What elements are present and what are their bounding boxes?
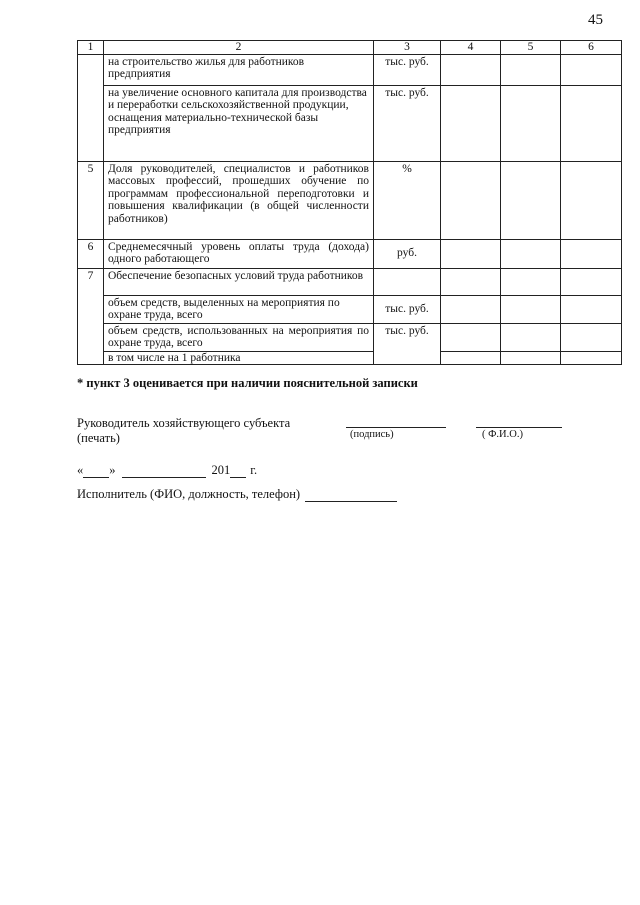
table-row xyxy=(78,351,622,365)
col-header-1: 1 xyxy=(78,41,104,55)
row-unit-5: % xyxy=(374,161,441,239)
value-cell[interactable] xyxy=(561,54,622,85)
report-table xyxy=(77,40,622,365)
value-cell[interactable] xyxy=(441,323,501,351)
row-text-7: Обеспечение безопасных условий труда работников xyxy=(104,268,374,295)
page-number: 45 xyxy=(588,12,603,28)
row-unit-7b: тыс. руб. xyxy=(374,323,441,365)
date-month-field[interactable] xyxy=(122,465,206,478)
stamp-label: (печать) xyxy=(77,431,120,445)
row-number-7: 7 xyxy=(78,268,104,365)
value-cell[interactable] xyxy=(501,161,561,239)
col-header-5: 5 xyxy=(501,41,561,55)
date-line xyxy=(77,463,257,478)
value-cell[interactable] xyxy=(501,85,561,161)
row-unit-7a: тыс. руб. xyxy=(374,295,441,323)
row-text-7a: объем средств, выделенных на мероприятия по охране труда, всего xyxy=(104,295,374,323)
table-header-row xyxy=(78,41,622,55)
footnote: * пункт 3 оценивается при наличии пояснительной записки xyxy=(77,376,418,390)
row-text-5: Доля руководителей, специалистов и работников массовых профессий, прошедших обучение по программам профессиональной переподготовки и повышения квалификации (в общей численности работников) xyxy=(104,161,374,239)
date-year-prefix: 201 xyxy=(211,463,231,477)
value-cell[interactable] xyxy=(441,54,501,85)
head-label: Руководитель хозяйствующего субъекта xyxy=(77,416,291,430)
table-row xyxy=(78,323,622,351)
value-cell[interactable] xyxy=(441,295,501,323)
value-cell[interactable] xyxy=(501,295,561,323)
table-row xyxy=(78,295,622,323)
date-year-field[interactable] xyxy=(230,465,246,478)
executor-line xyxy=(77,487,397,502)
col-header-2: 2 xyxy=(104,41,374,55)
value-cell[interactable] xyxy=(501,268,561,295)
executor-field[interactable] xyxy=(305,489,397,502)
value-cell[interactable] xyxy=(561,161,622,239)
row-text-7b: объем средств, использованных на мероприятия по охране труда, всего xyxy=(104,323,374,351)
table-row xyxy=(78,54,622,85)
table-row xyxy=(78,239,622,268)
value-cell[interactable] xyxy=(441,85,501,161)
col-header-4: 4 xyxy=(441,41,501,55)
value-cell[interactable] xyxy=(561,351,622,365)
value-cell[interactable] xyxy=(441,239,501,268)
table-row xyxy=(78,161,622,239)
value-cell[interactable] xyxy=(561,323,622,351)
value-cell[interactable] xyxy=(501,323,561,351)
row-number-cell xyxy=(78,54,104,161)
col-header-3: 3 xyxy=(374,41,441,55)
date-close-quote: » xyxy=(109,463,116,477)
value-cell[interactable] xyxy=(441,351,501,365)
row-unit-6: руб. xyxy=(374,239,441,268)
value-cell[interactable] xyxy=(561,295,622,323)
row-number-6: 6 xyxy=(78,239,104,268)
row-unit-capital: тыс. руб. xyxy=(374,85,441,161)
value-cell[interactable] xyxy=(441,268,501,295)
row-text-7c: в том числе на 1 работника xyxy=(104,351,374,365)
date-day-field[interactable] xyxy=(83,465,109,478)
table-row xyxy=(78,85,622,161)
date-open-quote: « xyxy=(77,463,84,477)
row-text-6: Среднемесячный уровень оплаты труда (дохода) одного работающего xyxy=(104,239,374,268)
value-cell[interactable] xyxy=(501,54,561,85)
value-cell[interactable] xyxy=(441,161,501,239)
col-header-6: 6 xyxy=(561,41,622,55)
row-number-5: 5 xyxy=(78,161,104,239)
value-cell[interactable] xyxy=(561,268,622,295)
row-text-capital: на увеличение основного капитала для производства и переработки сельскохозяйственной продукции, оснащения материально-технической базы предприятия xyxy=(104,85,374,161)
table-row xyxy=(78,268,622,295)
row-text-housing: на строительство жилья для работников предприятия xyxy=(104,54,374,85)
value-cell[interactable] xyxy=(501,239,561,268)
signature-field[interactable] xyxy=(346,414,446,428)
date-year-suffix: г. xyxy=(250,463,258,477)
fio-caption: ( Ф.И.О.) xyxy=(482,429,523,440)
signature-caption: (подпись) xyxy=(350,429,394,440)
value-cell[interactable] xyxy=(501,351,561,365)
value-cell[interactable] xyxy=(561,239,622,268)
row-unit-7 xyxy=(374,268,441,295)
value-cell[interactable] xyxy=(561,85,622,161)
executor-label: Исполнитель (ФИО, должность, телефон) xyxy=(77,487,301,501)
fio-field[interactable] xyxy=(476,414,562,428)
row-unit-housing: тыс. руб. xyxy=(374,54,441,85)
